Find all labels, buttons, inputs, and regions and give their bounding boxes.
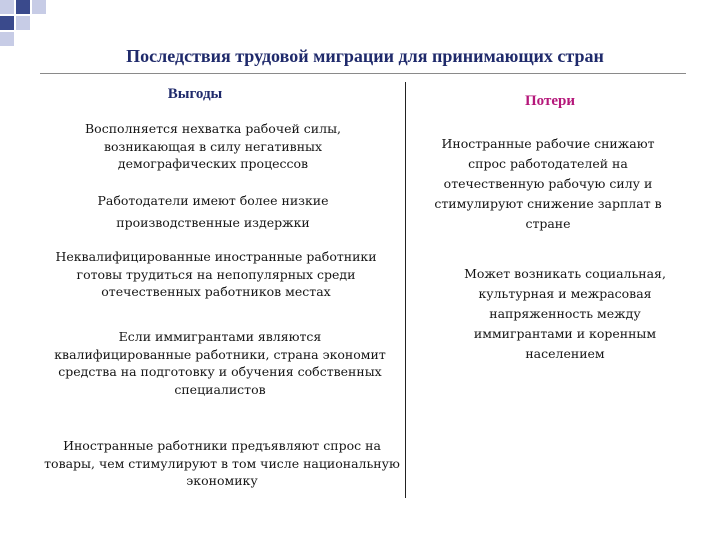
benefit-item: Восполняется нехватка рабочей силы, возникающая в силу негативных демографических процессов — [85, 121, 341, 171]
deco-square — [32, 0, 46, 14]
benefit-item: Неквалифицированные иностранные работники готовы трудиться на непопулярных среди отечественных работников местах — [55, 249, 377, 299]
benefit-item: Если иммигрантами являются квалифицированные работники, страна экономит средства на подготовку и обучения собственных специалистов — [54, 329, 386, 397]
deco-square — [0, 32, 14, 46]
deco-square — [0, 16, 14, 30]
loss-item: Иностранные рабочие снижают спрос работодателей на отечественную рабочую силу и стимулируют снижение зарплат в стране — [434, 136, 662, 231]
deco-square — [16, 16, 30, 30]
deco-square — [16, 0, 30, 14]
column-divider — [405, 82, 406, 498]
page-title: Последствия трудовой миграции для принимающих стран — [126, 46, 604, 66]
corner-decoration — [0, 0, 60, 50]
losses-heading: Потери — [525, 93, 575, 109]
title-underline — [40, 73, 686, 74]
benefits-heading: Выгоды — [167, 86, 223, 102]
benefit-item: Иностранные работники предъявляют спрос на товары, чем стимулируют в том числе национальную экономику — [44, 438, 400, 488]
loss-item: Может возникать социальная, культурная и межрасовая напряженность между иммигрантами и коренным населением — [464, 266, 666, 361]
deco-square — [0, 0, 14, 14]
benefit-item: Работодатели имеют более низкие производственные издержки — [97, 193, 329, 230]
